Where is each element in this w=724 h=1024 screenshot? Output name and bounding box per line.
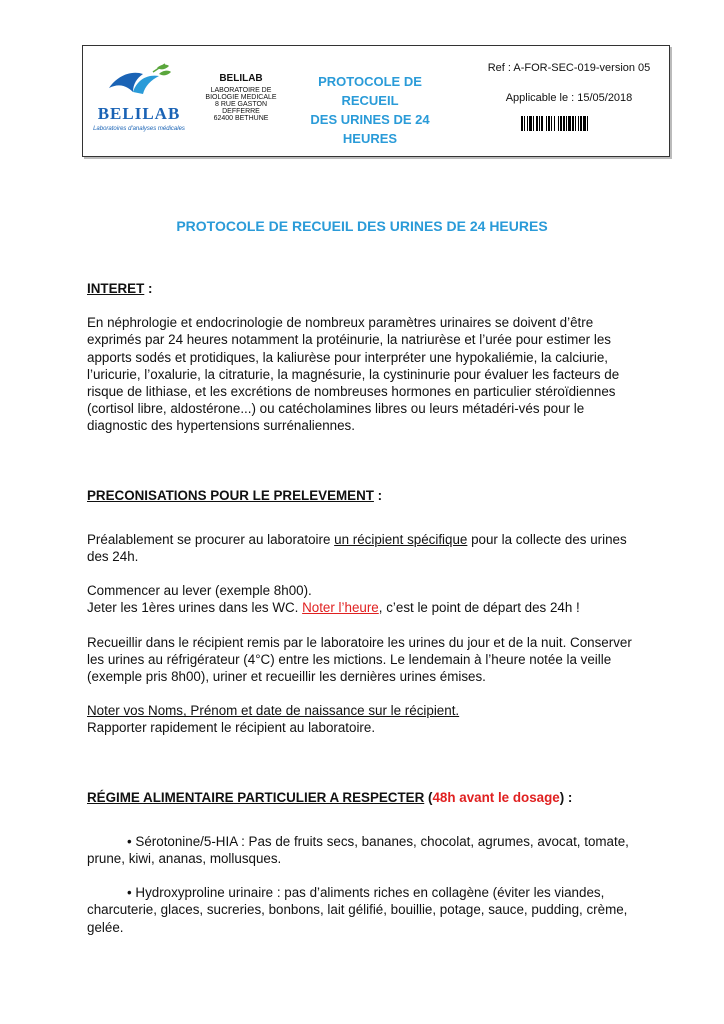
interet-paragraph: En néphrologie et endocrinologie de nombreux paramètres urinaires se doivent d’être exprimés par 24 heures notamment la protéinurie, la natriurèse et l’urée pour estimer les apports sodés et protidiques, la kaliurèse pour interpréter une hypokaliémie, la calciurie, l’uricurie, l’oxalurie, la citraturie, la magnésurie, la cystininurie pour évaluer les facteurs de risque de lithiase, et les excrétions de nombreuses hormones en particulier stéroïdiennes (cortisol libre, aldostérone...) ou catécholamines libres ou leurs métadéri-vés pour le diagnostic des hypertensions surrénaliennes. bbox=[87, 315, 620, 434]
lab-name: BELILAB bbox=[219, 73, 263, 84]
preco-paragraph-1 bbox=[87, 531, 639, 565]
header-title bbox=[295, 72, 445, 148]
text: pour la collecte des urines des 24h. bbox=[87, 531, 627, 565]
preco-paragraph-2-line-1: Commencer au lever (exemple 8h00). bbox=[87, 583, 312, 599]
lab-line: 8 RUE GASTON bbox=[215, 101, 267, 108]
heading-text: RÉGIME ALIMENTAIRE PARTICULIER A RESPECTER bbox=[87, 789, 425, 805]
applicable-date: Applicable le : 15/05/2018 bbox=[505, 92, 633, 104]
preco-paragraph-3: Recueillir dans le récipient remis par le laboratoire les urines du jour et de la nuit. Conserver les urines au réfrigérateur (4°C) entre les mictions. Le lendemain à l’heure notée la veille (exemple pris 8h00), uriner et recueillir les dernières urines émises. bbox=[87, 634, 632, 685]
text: Jeter les 1ères urines dans les WC. bbox=[87, 600, 303, 616]
lab-line: 62400 BETHUNE bbox=[213, 115, 269, 122]
regime-item: • Sérotonine/5-HIA : Pas de fruits secs, bananes, chocolat, agrumes, avocat, tomate, prune, kiwi, ananas, mollusques. bbox=[87, 833, 629, 867]
header-title-line: PROTOCOLE DE RECUEIL bbox=[318, 74, 422, 108]
heading-text: PRECONISATIONS POUR LE PRELEVEMENT bbox=[87, 487, 374, 503]
section-heading-interet bbox=[87, 280, 639, 297]
preco-paragraph-4-line-1: Noter vos Noms, Prénom et date de naissance sur le récipient. bbox=[87, 703, 460, 719]
header-title-line: HEURES bbox=[342, 131, 398, 146]
barcode bbox=[521, 116, 629, 131]
document-reference: Ref : A-FOR-SEC-019-version 05 bbox=[487, 62, 651, 74]
underlined-text: un récipient spécifique bbox=[334, 531, 468, 547]
preco-paragraph-2-line-2 bbox=[87, 599, 639, 616]
header-title-line: DES URINES DE 24 bbox=[310, 112, 430, 127]
belilab-logo bbox=[91, 58, 183, 138]
section-heading-regime bbox=[87, 789, 639, 806]
page-title: PROTOCOLE DE RECUEIL DES URINES DE 24 HEURES bbox=[176, 218, 548, 234]
barcode-bar bbox=[587, 116, 588, 131]
highlight-red-text: Noter l’heure bbox=[302, 600, 379, 616]
section-heading-preconisations bbox=[87, 487, 639, 504]
heading-paren: ( bbox=[424, 789, 433, 805]
heading-paren: ) : bbox=[559, 789, 573, 805]
logo-wordmark: BELILAB bbox=[97, 104, 181, 123]
document-header bbox=[82, 45, 670, 157]
lab-line: DEFFERRE bbox=[222, 108, 260, 115]
heading-colon: : bbox=[144, 281, 153, 296]
text: Préalablement se procurer au laboratoire bbox=[87, 531, 335, 547]
preco-paragraph-4-line-2: Rapporter rapidement le récipient au laboratoire. bbox=[87, 720, 376, 736]
text: , c’est le point de départ des 24h ! bbox=[378, 600, 580, 616]
regime-item: • Hydroxyproline urinaire : pas d’aliments riches en collagène (éviter les viandes, charcuterie, glaces, sucreries, bonbons, lait gélifié, bouillie, potage, sauce, pudding, crème, gelée. bbox=[87, 885, 628, 935]
lab-address bbox=[195, 74, 287, 122]
heading-text: INTERET bbox=[87, 281, 145, 296]
lab-line: BIOLOGIE MEDICALE bbox=[205, 94, 277, 101]
document-body bbox=[87, 280, 639, 936]
logo-tagline: Laboratoires d'analyses médicales bbox=[93, 126, 185, 132]
lab-line: LABORATOIRE DE bbox=[210, 87, 272, 94]
heading-colon: : bbox=[373, 487, 383, 503]
bird-icon bbox=[103, 58, 173, 104]
highlight-red-text: 48h avant le dosage bbox=[432, 789, 560, 805]
